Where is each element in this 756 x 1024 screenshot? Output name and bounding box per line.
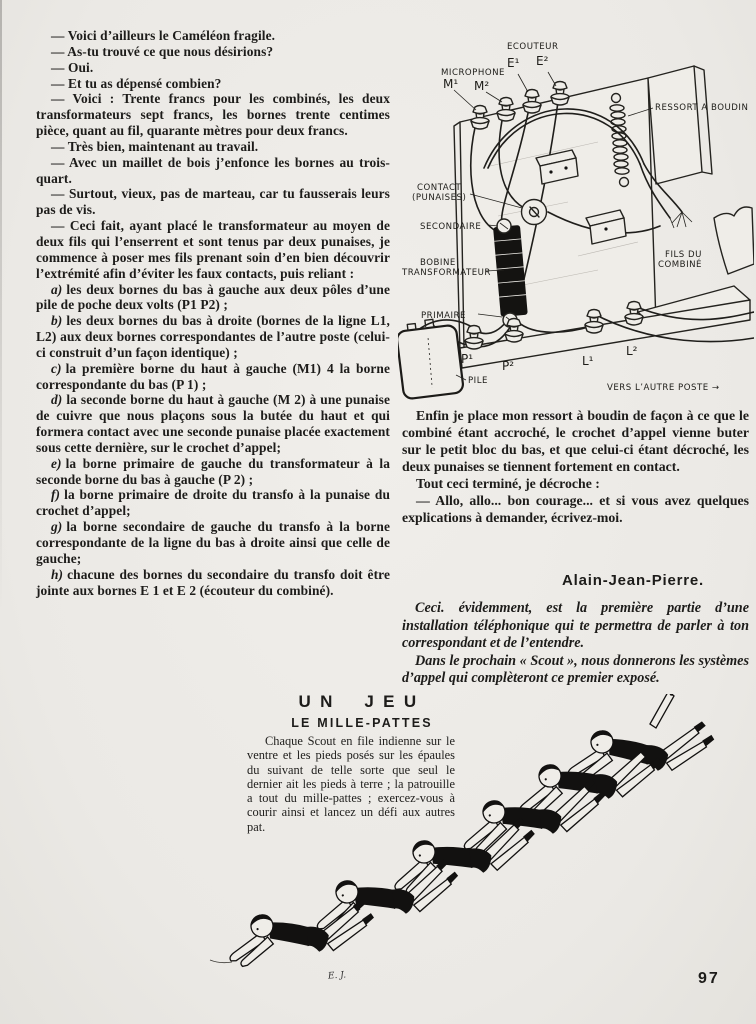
game-subtitle: LE MILLE-PATTES <box>291 716 433 730</box>
page-number: 97 <box>698 970 720 987</box>
diagram-label-microphone: MICROPHONE <box>441 68 505 78</box>
wiring-list-item <box>36 567 390 599</box>
article-right-column <box>402 407 749 526</box>
dialogue-paragraph: — Voici : Trente francs pour les combinés, les deux transformateurs sept francs, les bornes trente centimes pièce, quant au fil, quarante mètres pour deux francs. <box>36 91 390 139</box>
wiring-list-item <box>36 313 390 361</box>
dialogue-paragraph: — Surtout, vieux, pas de marteau, car tu fausserais leurs pas de vis. <box>36 186 390 218</box>
diagram-label-e1: E¹ <box>507 56 520 70</box>
diagram-label-combine: COMBINÉ <box>658 260 702 270</box>
ground-stroke <box>210 960 232 963</box>
diagram-label-fils-du: FILS DU <box>665 250 702 260</box>
diagram-label-contact: CONTACT <box>417 183 462 193</box>
article-left-column <box>36 28 390 598</box>
diagram-label-secondaire: SECONDAIRE <box>420 222 482 232</box>
diagram-label-pile: PILE <box>468 376 488 386</box>
scout-figure-1 <box>222 890 379 974</box>
mille-pattes-illustration <box>182 694 730 994</box>
list-text: la borne primaire de gauche du transformateur à la seconde borne du bas à gauche (P 2) ; <box>36 455 390 487</box>
list-text: chacune des bornes du secondaire du transfo doit être jointe aux bornes E 1 et E 2 (écouteur du combiné). <box>36 566 390 598</box>
closing-paragraph: Tout ceci terminé, je décroche : <box>416 476 600 491</box>
kicked-leg <box>650 694 674 728</box>
dialogue-paragraph: — As-tu trouvé ce que nous désirions? <box>51 43 274 59</box>
list-text: la première borne du haut à gauche (M1) 4 la borne correspondante du bas (P 1) ; <box>36 360 390 392</box>
diagram-label-ecouteur: ECOUTEUR <box>507 42 559 52</box>
wiring-list-item <box>36 392 390 455</box>
scout-figure-4 <box>454 769 612 862</box>
list-text: la seconde borne du haut à gauche (M 2) à une punaise de cuivre que nous plaçons sous la butée du haut et qui formera contact avec une seconde punaise placée exactement sous cette dernière, sur le crochet d’appel; <box>36 392 390 455</box>
wiring-list-item <box>36 282 390 314</box>
diagram-label-m1: M¹ <box>443 77 459 91</box>
diagram-label-l2: L² <box>626 344 638 358</box>
editorial-note <box>402 600 749 688</box>
dialogue-paragraph: — Ceci fait, ayant placé le transformateur au moyen de deux fils qui l’enserrent et sont tenus par deux punaises, je commence à poser mes fils prenant soin d’en bien découvrir l’extrémité afin d’éviter les faux contacts, puis reliant : <box>36 218 390 281</box>
hook-rest <box>714 207 754 274</box>
wiring-list-item <box>36 361 390 393</box>
telephone-wiring-diagram <box>398 26 754 404</box>
list-letter: b) <box>51 313 63 329</box>
wiring-list-item <box>36 456 390 488</box>
editorial-paragraph: Dans le prochain « Scout », nous donnerons les systèmes d’appel qui complèteront ce premier exposé. <box>402 652 749 687</box>
list-letter: e) <box>51 455 62 471</box>
diagram-label-primaire: PRIMAIRE <box>421 311 466 321</box>
list-letter: d) <box>51 392 63 408</box>
diagram-label-punaises: (PUNAISES) <box>412 193 467 203</box>
list-text: la borne secondaire de gauche du transfo à la borne correspondante de la ligne du bas à droite ainsi que celle de gauche; <box>36 519 390 566</box>
list-text: les deux bornes du bas à gauche aux deux pôles d’une pile de poche deux volts (P1 P2) ; <box>36 281 390 313</box>
dialogue-paragraph: — Et tu as dépensé combien? <box>51 75 222 91</box>
diagram-label-l1: L¹ <box>582 354 594 368</box>
wiring-list-item <box>36 487 390 519</box>
scout-figure-3 <box>384 807 542 902</box>
post-e1 <box>523 90 541 114</box>
wiring-list-item <box>36 519 390 567</box>
diagram-label-m2: M² <box>474 79 490 93</box>
list-letter: a) <box>51 281 63 297</box>
game-paragraph: Chaque Scout en file indienne sur le ventre et les pieds posés sur les épaules du suivant de telle sorte que seul le dernier ait les pieds à terre ; la patrouille a tout du mille-pattes ; exercez-vous à courir ainsi et lancez un défi aux autres pat. <box>247 734 455 834</box>
closing-paragraph: Enfin je place mon ressort à boudin de façon à ce que le combiné étant accroché, le crochet d’appel vienne buter sur le petit bloc du bas, et que celui-ci étant décroché, les deux punaises se tiennent fortement en contact. <box>402 408 749 474</box>
closing-paragraph: — Allo, allo... bon courage... et si vous avez quelques explications à demander, écrivez-moi. <box>402 493 749 525</box>
list-text: la borne primaire de droite du transfo à la punaise du crochet d’appel; <box>36 487 390 519</box>
diagram-bracket <box>648 66 702 184</box>
dialogue-paragraph: — Voici d’ailleurs le Caméléon fragile. <box>51 28 276 43</box>
list-letter: f) <box>51 487 61 503</box>
artist-initials: E. J. <box>327 970 347 982</box>
diagram-label-vers-autre-poste: VERS L’AUTRE POSTE → <box>607 383 720 393</box>
list-letter: g) <box>51 519 63 535</box>
battery <box>398 317 464 400</box>
diagram-label-bobine: BOBINE <box>420 258 456 268</box>
list-text: les deux bornes du bas à droite (bornes de la ligne L1, L2) aux deux bornes correspondantes de l’autre poste (celui-ci construit d’un façon identique) ; <box>36 313 390 360</box>
list-letter: c) <box>51 360 62 376</box>
diagram-label-p2: P² <box>502 359 515 373</box>
diagram-label-e2: E² <box>536 54 549 68</box>
game-section-title: UN JEU <box>298 692 426 711</box>
editorial-paragraph: Ceci. évidemment, est la première partie d’une installation téléphonique qui te permettra de parler à ton correspondant et de l’entendre. <box>402 600 749 652</box>
diagram-label-ressort: RESSORT A BOUDIN <box>655 103 749 113</box>
dialogue-paragraph: — Avec un maillet de bois j’enfonce les bornes au trois-quart. <box>36 154 390 186</box>
contact-punaise <box>522 200 547 225</box>
list-letter: h) <box>51 566 64 582</box>
dialogue-paragraph: — Très bien, maintenant au travail. <box>51 138 259 154</box>
dialogue-paragraph: — Oui. <box>51 59 94 75</box>
author-signature: Alain-Jean-Pierre. <box>562 572 704 589</box>
diagram-label-transformateur: TRANSFORMATEUR <box>402 268 491 278</box>
diagram-label-p1: P¹ <box>461 352 474 366</box>
post-e2 <box>551 82 569 106</box>
